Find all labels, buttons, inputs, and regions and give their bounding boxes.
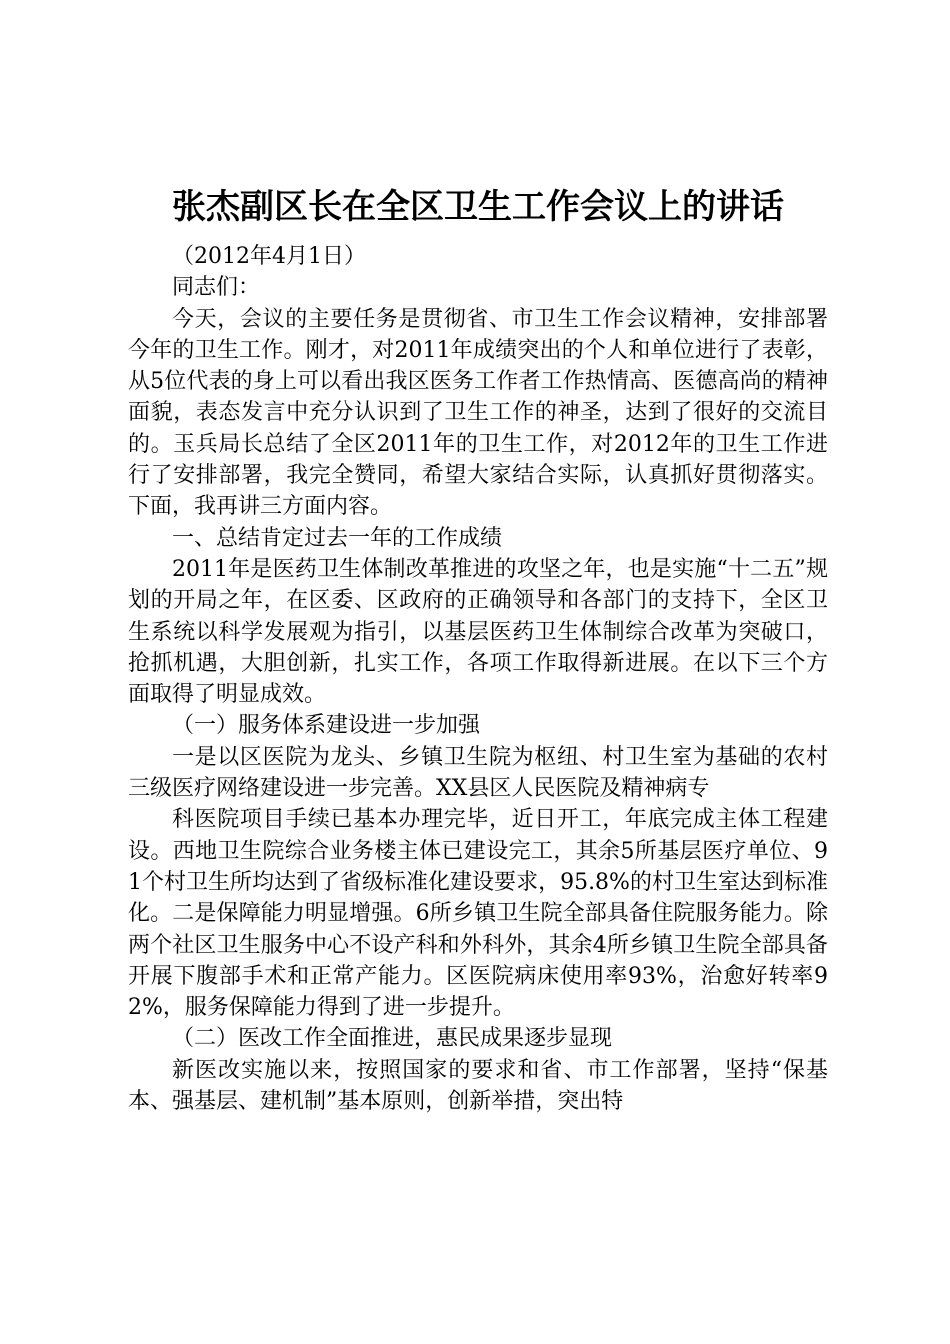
document-page xyxy=(128,185,828,1117)
paragraph-2011-summary: 2011年是医药卫生体制改革推进的攻坚之年，也是实施“十二五”规划的开局之年，在区委、区政府的正确领导和各部门的支持下，全区卫生系统以科学发展观为指引，以基层医药卫生体制综合改革为突破口，抢抓机遇，大胆创新，扎实工作，各项工作取得新进展。在以下三个方面取得了明显成效。 xyxy=(128,556,828,708)
paragraph-medical-reform: 新医改实施以来，按照国家的要求和省、市工作部署，坚持“保基本、强基层、建机制”基本原则，创新举措，突出特 xyxy=(128,1057,828,1115)
paragraph-service-system-continued: 科医院项目手续已基本办理完毕，近日开工，年底完成主体工程建设。西地卫生院综合业务楼主体已建设完工，其余5所基层医疗单位、91个村卫生所均达到了省级标准化建设要求，95.8%的村卫生室达到标准化。二是保障能力明显增强。6所乡镇卫生院全部具备住院服务能力。除两个社区卫生服务中心不设产科和外科外，其余4所乡镇卫生院全部具备开展下腹部手术和正常产能力。区医院病床使用率93%，治愈好转率92%，服务保障能力得到了进一步提升。 xyxy=(128,807,828,1021)
document-title: 张杰副区长在全区卫生工作会议上的讲话 xyxy=(172,187,784,227)
paragraph-service-system: 一是以区医院为龙头、乡镇卫生院为枢纽、村卫生室为基础的农村三级医疗网络建设进一步完善。XX县区人民医院及精神病专 xyxy=(128,744,828,802)
section-heading-1: 一、总结肯定过去一年的工作成绩 xyxy=(172,525,503,551)
subsection-heading-1: （一）服务体系建设进一步加强 xyxy=(172,713,481,739)
document-date: （2012年4月1日） xyxy=(172,244,366,269)
greeting: 同志们： xyxy=(172,275,261,301)
subsection-heading-2: （二）医改工作全面推进，惠民成果逐步显现 xyxy=(172,1026,613,1052)
paragraph-intro: 今天，会议的主要任务是贯彻省、市卫生工作会议精神，安排部署今年的卫生工作。刚才，对2011年成绩突出的个人和单位进行了表彰，从5位代表的身上可以看出我区医务工作者工作热情高、医德高尚的精神面貌，表态发言中充分认识到了卫生工作的神圣，达到了很好的交流目的。玉兵局长总结了全区2011年的卫生工作，对2012年的卫生工作进行了安排部署，我完全赞同，希望大家结合实际，认真抓好贯彻落实。下面，我再讲三方面内容。 xyxy=(128,306,828,520)
